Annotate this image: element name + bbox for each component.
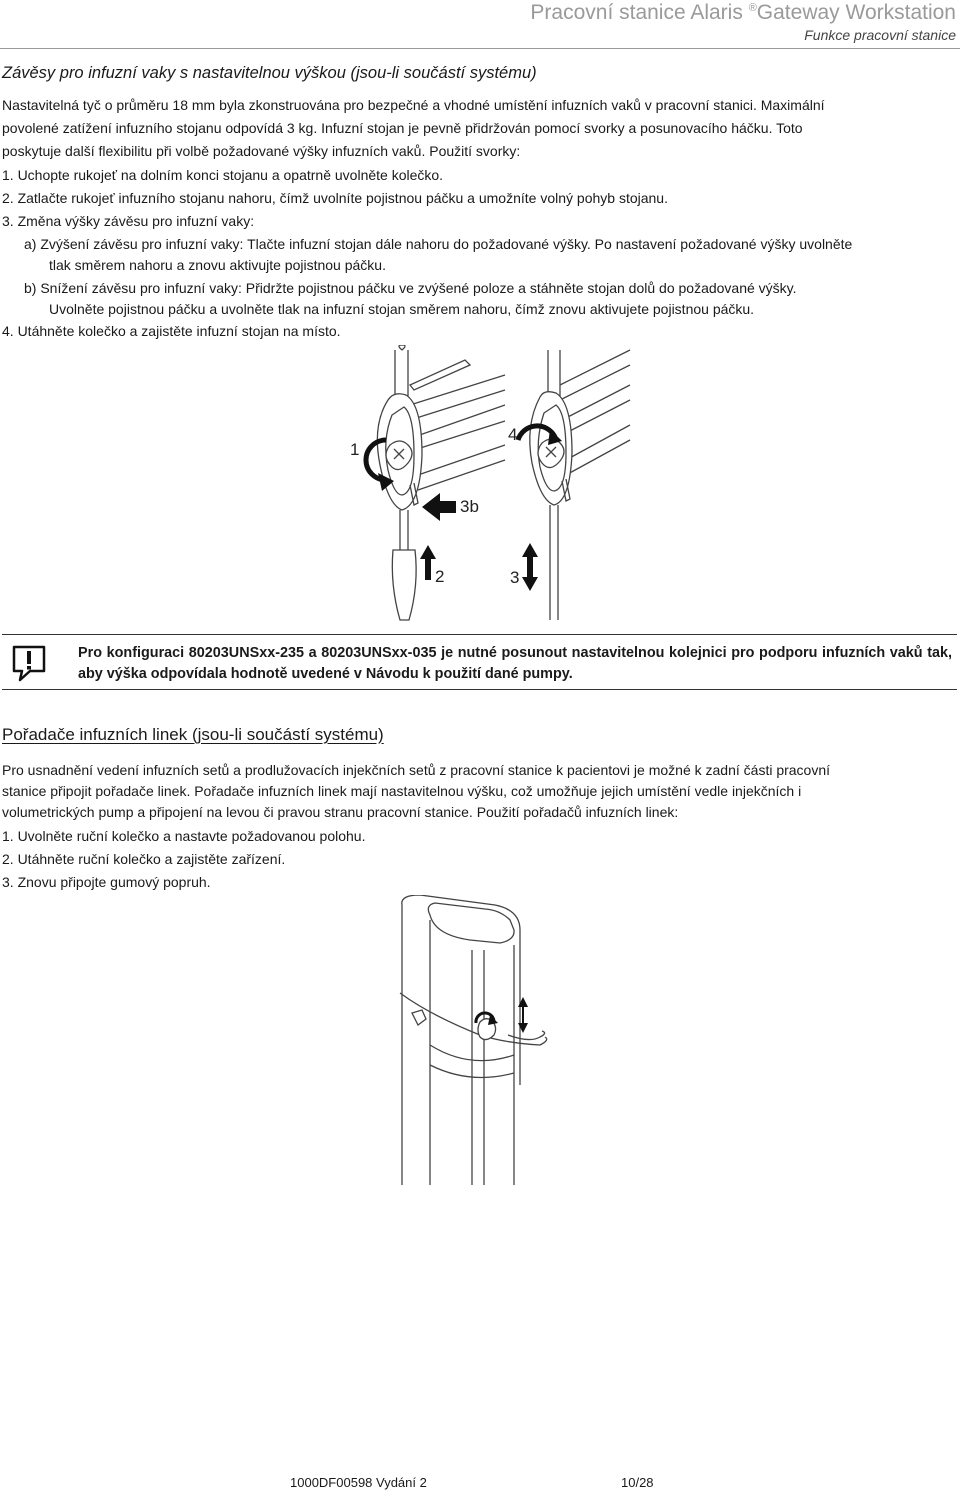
- intro-line-1: Nastavitelná tyč o průměru 18 mm byla zkonstruována pro bezpečné a vhodné umístění infuzních vaků v pracovní stanici. Maximální: [2, 97, 825, 113]
- sec2-step-1: 1. Uvolněte ruční kolečko a nastavte požadovanou polohu.: [2, 828, 366, 844]
- figure-label-3: 3: [510, 568, 520, 587]
- intro-line-2: povolené zatížení infuzního stojanu odpovídá 3 kg. Infuzní stojan je pevně přidržován pomocí svorky a posunovacího háčku. Toto: [2, 120, 803, 136]
- step-4: 4. Utáhněte kolečko a zajistěte infuzní stojan na místo.: [2, 323, 341, 339]
- footer-page-number: 10/28: [621, 1475, 654, 1490]
- iv-pole-clamp-illustration: [330, 345, 960, 630]
- section-title-iv-hangers: Závěsy pro infuzní vaky s nastavitelnou výškou (jsou-li součástí systému): [2, 64, 537, 82]
- figure-label-3b: 3b: [460, 497, 479, 516]
- section-title-line-organizers: Pořadače infuzních linek (jsou-li součástí systému): [2, 725, 384, 744]
- substep-b-line-1: b) Snížení závěsu pro infuzní vaky: Přidržte pojistnou páčku ve zvýšené poloze a stáhněte stojan dolů do požadované výšky.: [24, 280, 797, 296]
- sec2-intro-line-3: volumetrických pump a připojení na levou či pravou stranu pracovní stanice. Použití pořadačů infuzních linek:: [2, 804, 679, 820]
- warning-text: Pro konfiguraci 80203UNSxx-235 a 80203UNSxx-035 je nutné posunout nastavitelnou kolejnici pro podporu infuzních vaků tak, aby výška odpovídala hodnotě uvedené v Návodu k použití dané pumpy.: [78, 645, 952, 682]
- figure-label-2: 2: [435, 567, 445, 586]
- figure-label-4: 4: [508, 425, 518, 444]
- sec2-step-3: 3. Znovu připojte gumový popruh.: [2, 874, 211, 890]
- sec2-step-2: 2. Utáhněte ruční kolečko a zajistěte zařízení.: [2, 851, 286, 867]
- line-organizer-illustration: [390, 895, 570, 1185]
- intro-line-3: poskytuje další flexibilitu při volbě požadované výšky infuzních vaků. Použití svorky:: [2, 143, 521, 159]
- header-divider: [0, 48, 960, 49]
- header-title-rest: [749, 1, 956, 24]
- document-header-title: [530, 1, 956, 25]
- header-title-main: Pracovní stanice Alaris: [530, 1, 743, 24]
- document-header-subtitle: Funkce pracovní stanice: [804, 27, 956, 43]
- sec2-intro-line-2: stanice připojit pořadače linek. Pořadače infuzních linek mají nastavitelnou výšku, což umožňuje jejich umístění vedle injekčních i: [2, 783, 802, 799]
- step-3: 3. Změna výšky závěsu pro infuzní vaky:: [2, 213, 255, 229]
- step-1: 1. Uchopte rukojeť na dolním konci stojanu a opatrně uvolněte kolečko.: [2, 167, 444, 183]
- header-title-product: Gateway Workstation: [756, 1, 956, 24]
- figure-label-1: 1: [350, 440, 360, 459]
- warning-box: [2, 634, 957, 690]
- sec2-intro-line-1: Pro usnadnění vedení infuzních setů a prodlužovacích injekčních setů z pracovní stanice k pacientovi je možné k zadní části pracovní: [2, 762, 831, 778]
- step-2: 2. Zatlačte rukojeť infuzního stojanu nahoru, čímž uvolníte pojistnou páčku a umožníte volný pohyb stojanu.: [2, 190, 668, 206]
- exclamation-warning-icon: [12, 645, 46, 683]
- registered-mark: ®: [748, 2, 757, 14]
- substep-a-line-1: a) Zvýšení závěsu pro infuzní vaky: Tlačte infuzní stojan dále nahoru do požadované výšky. Po nastavení požadované výšky uvolněte: [24, 236, 853, 252]
- footer-document-id: 1000DF00598 Vydání 2: [290, 1475, 427, 1490]
- substep-a-line-2: tlak směrem nahoru a znovu aktivujte pojistnou páčku.: [49, 257, 386, 273]
- substep-b-line-2: Uvolněte pojistnou páčku a uvolněte tlak na infuzní stojan směrem nahoru, čímž znovu aktivujete pojistnou páčku.: [49, 301, 755, 317]
